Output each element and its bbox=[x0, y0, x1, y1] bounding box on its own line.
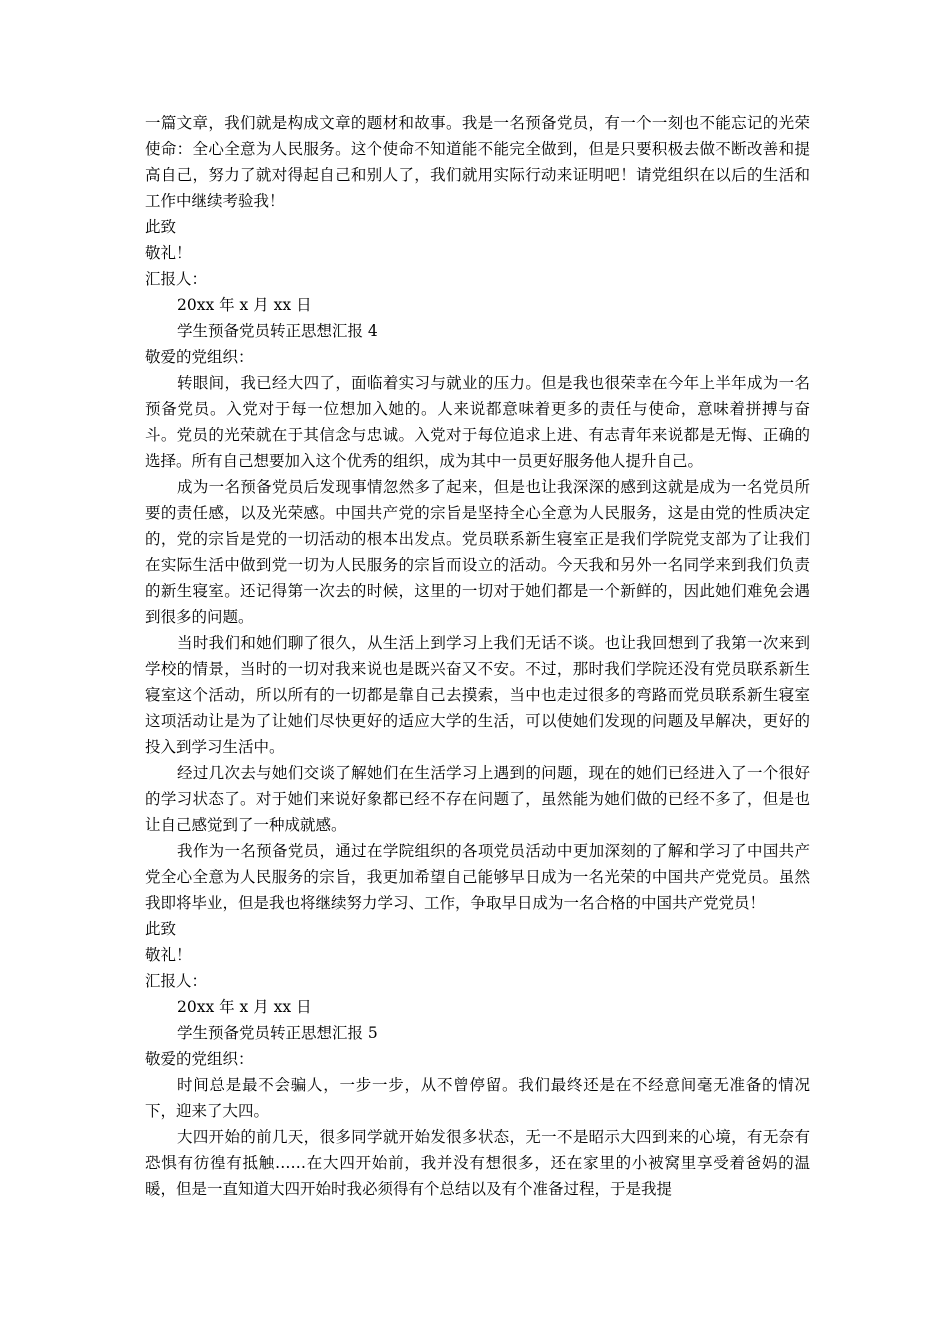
report-date: 20xx 年 x 月 xx 日 bbox=[177, 998, 312, 1016]
closing-ci-zhi: 此致 bbox=[145, 920, 177, 938]
paragraph: 经过几次去与她们交谈了解她们在生活学习上遇到的问题，现在的她们已经进入了一个很好的学习状态了。对于她们来说好象都已经不存在问题了，虽然能为她们做的已经不多了，但是也让自己感觉到了一种成就感。 bbox=[145, 764, 810, 834]
closing-ci-zhi: 此致 bbox=[145, 218, 177, 236]
document-page bbox=[145, 110, 810, 1202]
report-title: 学生预备党员转正思想汇报 5 bbox=[177, 1024, 378, 1042]
salutation: 敬爱的党组织： bbox=[145, 348, 254, 366]
paragraph: 转眼间，我已经大四了，面临着实习与就业的压力。但是我也很荣幸在今年上半年成为一名预备党员。入党对于每一位想加入她的。人来说都意味着更多的责任与使命，意味着拼搏与奋斗。党员的光荣就在于其信念与忠诚。入党对于每位追求上进、有志青年来说都是无悔、正确的选择。所有自己想要加入这个优秀的组织，成为其中一员更好服务他人提升自己。 bbox=[145, 374, 810, 470]
closing-jing-li: 敬礼！ bbox=[145, 946, 192, 964]
reporter-label: 汇报人： bbox=[145, 972, 208, 990]
report-date: 20xx 年 x 月 xx 日 bbox=[177, 296, 312, 314]
report-title: 学生预备党员转正思想汇报 4 bbox=[177, 322, 378, 340]
paragraph: 成为一名预备党员后发现事情忽然多了起来，但是也让我深深的感到这就是成为一名党员所要的责任感，以及光荣感。中国共产党的宗旨是坚持全心全意为人民服务，这是由党的性质决定的，党的宗旨是党的一切活动的根本出发点。党员联系新生寝室正是我们学院党支部为了让我们在实际生活中做到党一切为人民服务的宗旨而设立的活动。今天我和另外一名同学来到我们负责的新生寝室。还记得第一次去的时候，这里的一切对于她们都是一个新鲜的，因此她们难免会遇到很多的问题。 bbox=[145, 478, 810, 626]
paragraph: 一篇文章，我们就是构成文章的题材和故事。我是一名预备党员，有一个一刻也不能忘记的光荣使命：全心全意为人民服务。这个使命不知道能不能完全做到，但是只要积极去做不断改善和提高自己，努力了就对得起自己和别人了，我们就用实际行动来证明吧！请党组织在以后的生活和工作中继续考验我！ bbox=[145, 114, 810, 210]
closing-jing-li: 敬礼！ bbox=[145, 244, 192, 262]
paragraph: 时间总是最不会骗人，一步一步，从不曾停留。我们最终还是在不经意间毫无准备的情况下，迎来了大四。 bbox=[145, 1076, 810, 1120]
salutation: 敬爱的党组织： bbox=[145, 1050, 254, 1068]
paragraph: 我作为一名预备党员，通过在学院组织的各项党员活动中更加深刻的了解和学习了中国共产党全心全意为人民服务的宗旨，我更加希望自己能够早日成为一名光荣的中国共产党党员。虽然我即将毕业，但是我也将继续努力学习、工作，争取早日成为一名合格的中国共产党党员！ bbox=[145, 842, 810, 912]
reporter-label: 汇报人： bbox=[145, 270, 208, 288]
paragraph: 大四开始的前几天，很多同学就开始发很多状态，无一不是昭示大四到来的心境，有无奈有恐惧有彷徨有抵触……在大四开始前，我并没有想很多，还在家里的小被窝里享受着爸妈的温暖，但是一直知道大四开始时我必须得有个总结以及有个准备过程，于是我提 bbox=[145, 1128, 810, 1198]
paragraph: 当时我们和她们聊了很久，从生活上到学习上我们无话不谈。也让我回想到了我第一次来到学校的情景，当时的一切对我来说也是既兴奋又不安。不过，那时我们学院还没有党员联系新生寝室这个活动，所以所有的一切都是靠自己去摸索，当中也走过很多的弯路而党员联系新生寝室这项活动让是为了让她们尽快更好的适应大学的生活，可以使她们发现的问题及早解决，更好的投入到学习生活中。 bbox=[145, 634, 810, 756]
